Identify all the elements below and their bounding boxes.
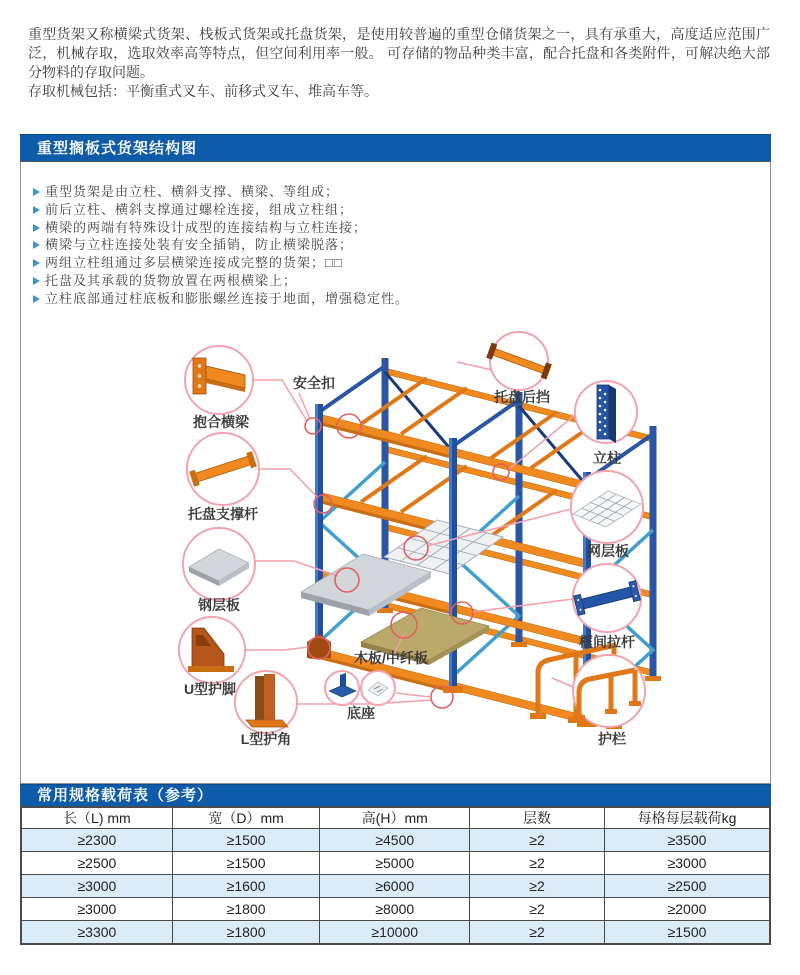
spec-cell: ≥2500 bbox=[604, 875, 770, 898]
label-beam-clamp: 抱合横梁 bbox=[193, 414, 249, 430]
spec-section bbox=[20, 784, 771, 945]
structure-section-header bbox=[20, 134, 771, 161]
spec-cell: ≥1600 bbox=[172, 875, 320, 898]
spec-cell: ≥3000 bbox=[21, 875, 172, 898]
bullet-arrow-icon bbox=[33, 188, 40, 196]
spec-cell: ≥2300 bbox=[21, 829, 172, 852]
structure-section-title: 重型搁板式货架结构图 bbox=[37, 140, 198, 157]
spec-cell: ≥1500 bbox=[172, 829, 320, 852]
spec-cell: ≥8000 bbox=[320, 898, 470, 921]
spec-cell: ≥1800 bbox=[172, 898, 320, 921]
spec-cell: ≥2 bbox=[470, 898, 605, 921]
spec-cell: ≥3500 bbox=[604, 829, 770, 852]
spec-cell: ≥2 bbox=[470, 829, 605, 852]
bullet-text: 前后立柱、横斜支撑通过螺栓连接，组成立柱组； bbox=[45, 201, 354, 217]
bullet-item bbox=[33, 219, 770, 237]
spec-col-header-height: 高(H）mm bbox=[320, 807, 470, 829]
spec-section-header bbox=[20, 784, 771, 806]
spec-col-header-layers: 层数 bbox=[470, 807, 605, 829]
spec-row bbox=[21, 921, 770, 945]
spec-cell: ≥2000 bbox=[604, 898, 770, 921]
bullet-item bbox=[33, 201, 770, 219]
spec-row bbox=[21, 852, 770, 875]
spec-cell: ≥1500 bbox=[604, 921, 770, 945]
bullet-text: 横梁与立柱连接处装有安全插销，防止横梁脱落； bbox=[45, 237, 354, 253]
spec-cell: ≥1800 bbox=[172, 921, 320, 945]
bullet-text: 横梁的两端有特殊设计成型的连接结构与立柱连接； bbox=[45, 219, 368, 235]
intro-paragraph: 重型货架又称横梁式货架、栈板式货架或托盘货架，是使用较普遍的重型仓储货架之一，具有承重大，高度适应范围广泛，机械存取，选取效率高等特点，但空间利用率一般。 可存储的物品种类丰富，配合托盘和各类附件，可解决绝大部分物料的存取问题。 bbox=[28, 26, 770, 80]
intro-machines-line: 存取机械包括：平衡重式叉车、前移式叉车、堆高车等。 bbox=[28, 83, 378, 99]
label-wire-mesh-deck: 网层板 bbox=[587, 543, 629, 559]
spec-table bbox=[20, 806, 771, 945]
bullet-arrow-icon bbox=[33, 259, 40, 267]
bullet-arrow-icon bbox=[33, 277, 40, 285]
label-wood-mdf-board: 木板/中纤板 bbox=[354, 650, 428, 666]
label-base-seat: 底座 bbox=[347, 705, 375, 721]
spec-header-row bbox=[21, 807, 770, 829]
spec-cell: ≥3000 bbox=[21, 898, 172, 921]
spec-col-header-length: 长（L) mm bbox=[21, 807, 172, 829]
spec-row bbox=[21, 829, 770, 852]
spec-cell: ≥3000 bbox=[604, 852, 770, 875]
bullet-arrow-icon bbox=[33, 295, 40, 303]
structure-section-body bbox=[20, 161, 771, 784]
label-upright-column: 立柱 bbox=[593, 450, 621, 466]
spec-cell: ≥6000 bbox=[320, 875, 470, 898]
spec-col-header-width: 宽（D）mm bbox=[172, 807, 320, 829]
structure-section bbox=[20, 134, 771, 784]
bullet-list bbox=[21, 162, 770, 308]
spec-cell: ≥2500 bbox=[21, 852, 172, 875]
label-u-foot-guard: U型护脚 bbox=[183, 681, 237, 697]
spec-cell: ≥5000 bbox=[320, 852, 470, 875]
label-safety-buckle: 安全扣 bbox=[293, 375, 335, 391]
bullet-arrow-icon bbox=[33, 224, 40, 232]
bullet-text: 重型货架是由立柱、横斜支撑、横梁、等组成； bbox=[45, 184, 340, 199]
bullet-text: 立柱底部通过柱底板和膨胀螺丝连接于地面，增强稳定性。 bbox=[45, 290, 410, 306]
label-frame-tie-bar: 框间拉杆 bbox=[579, 634, 635, 650]
spec-row bbox=[21, 875, 770, 898]
spec-cell: ≥2 bbox=[470, 921, 605, 945]
bullet-item bbox=[33, 290, 770, 308]
spec-cell: ≥10000 bbox=[320, 921, 470, 945]
bullet-item bbox=[33, 254, 770, 272]
spec-section-title: 常用规格载荷表（参考） bbox=[37, 787, 214, 804]
spec-col-header-load: 每格每层载荷kg bbox=[604, 807, 770, 829]
bullet-item bbox=[33, 236, 770, 254]
spec-cell: ≥2 bbox=[470, 852, 605, 875]
spec-cell: ≥3300 bbox=[21, 921, 172, 945]
bullet-item bbox=[33, 183, 770, 201]
bullet-text: 两组立柱组通过多层横梁连接成完整的货架；□□ bbox=[45, 255, 343, 271]
label-l-corner-guard: L型护角 bbox=[240, 731, 292, 747]
intro-text bbox=[0, 0, 800, 134]
spec-cell: ≥4500 bbox=[320, 829, 470, 852]
label-guard-rail: 护栏 bbox=[598, 731, 626, 747]
label-pallet-back-stop: 托盘后挡 bbox=[494, 389, 550, 405]
bullet-arrow-icon bbox=[33, 241, 40, 249]
bullet-arrow-icon bbox=[33, 206, 40, 214]
label-steel-shelf-panel: 钢层板 bbox=[198, 597, 240, 613]
bullet-text: 托盘及其承载的货物放置在两根横梁上； bbox=[45, 272, 298, 288]
upright-column-icon bbox=[597, 385, 616, 443]
spec-cell: ≥1500 bbox=[172, 852, 320, 875]
bullet-item bbox=[33, 272, 770, 290]
spec-cell: ≥2 bbox=[470, 875, 605, 898]
spec-row bbox=[21, 898, 770, 921]
label-pallet-support-bar: 托盘支撑杆 bbox=[188, 506, 258, 522]
rack-structure-diagram bbox=[166, 327, 726, 787]
